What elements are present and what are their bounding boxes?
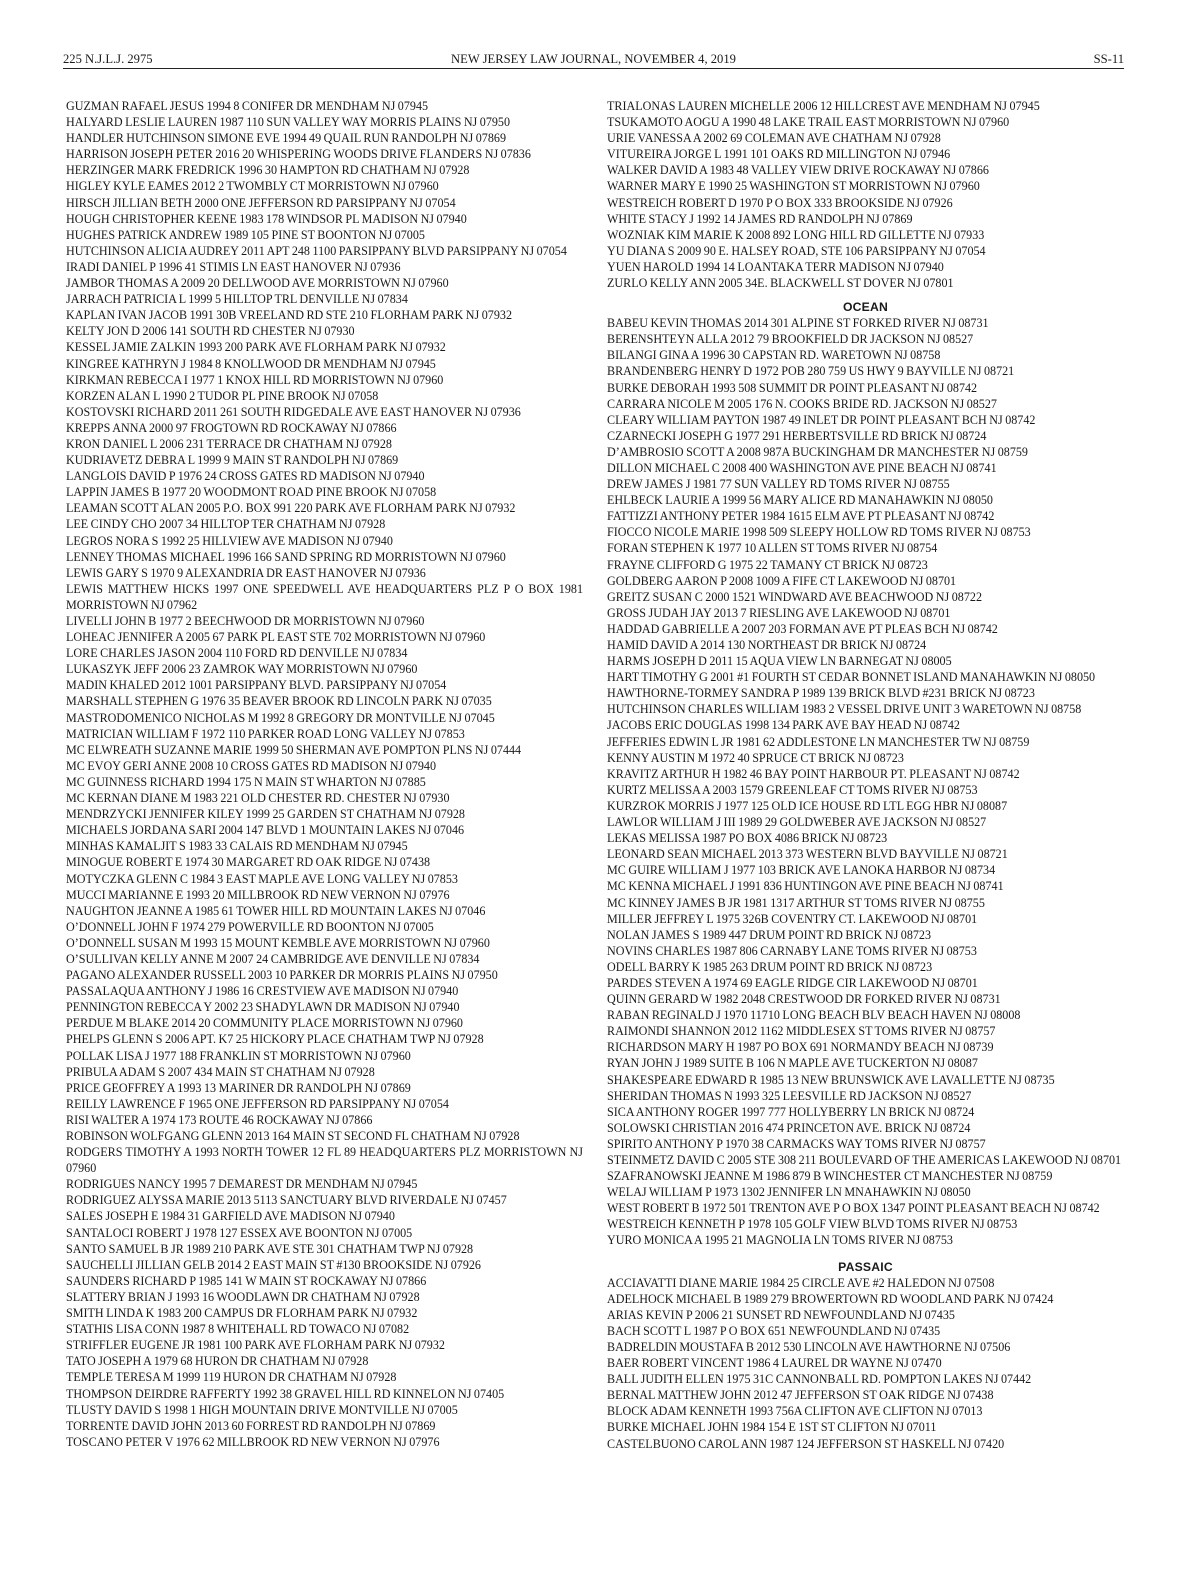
attorney-entry: NOVINS CHARLES 1987 806 CARNABY LANE TOMS RIVER NJ 08753 [607,943,977,958]
attorney-entry: CZARNECKI JOSEPH G 1977 291 HERBERTSVILLE RD BRICK NJ 08724 [607,428,987,443]
attorney-entry: LEAMAN SCOTT ALAN 2005 P.O. BOX 991 220 PARK AVE FLORHAM PARK NJ 07932 [66,501,516,516]
attorney-entry: LEGROS NORA S 1992 25 HILLVIEW AVE MADISON NJ 07940 [66,533,393,548]
attorney-entry: JACOBS ERIC DOUGLAS 1998 134 PARK AVE BAY HEAD NJ 08742 [607,718,960,733]
attorney-entry: WALKER DAVID A 1983 48 VALLEY VIEW DRIVE ROCKAWAY NJ 07866 [607,163,989,178]
attorney-entry: SZAFRANOWSKI JEANNE M 1986 879 B WINCHESTER CT MANCHESTER NJ 08759 [607,1169,1053,1184]
attorney-entry: CLEARY WILLIAM PAYTON 1987 49 INLET DR POINT PLEASANT BCH NJ 08742 [607,412,1036,427]
attorney-entry: PERDUE M BLAKE 2014 20 COMMUNITY PLACE MORRISTOWN NJ 07960 [66,1016,463,1031]
attorney-entry: LEONARD SEAN MICHAEL 2013 373 WESTERN BLVD BAYVILLE NJ 08721 [607,847,1008,862]
attorney-entry: LAPPIN JAMES B 1977 20 WOODMONT ROAD PINE BROOK NJ 07058 [66,485,437,500]
attorney-entry: MASTRODOMENICO NICHOLAS M 1992 8 GREGORY DR MONTVILLE NJ 07045 [66,710,495,725]
attorney-entry: MOTYCZKA GLENN C 1984 3 EAST MAPLE AVE LONG VALLEY NJ 07853 [66,871,458,886]
attorney-entry: MILLER JEFFREY L 1975 326B COVENTRY CT. LAKEWOOD NJ 08701 [607,911,978,926]
attorney-entry: WARNER MARY E 1990 25 WASHINGTON ST MORRISTOWN NJ 07960 [607,179,980,194]
attorney-entry: O’DONNELL JOHN F 1974 279 POWERVILLE RD BOONTON NJ 07005 [66,919,434,934]
attorney-entry: KURZROK MORRIS J 1977 125 OLD ICE HOUSE RD LTL EGG HBR NJ 08087 [607,798,1008,813]
attorney-entry: WESTREICH KENNETH P 1978 105 GOLF VIEW BLVD TOMS RIVER NJ 08753 [607,1217,1018,1232]
attorney-entry: NOLAN JAMES S 1989 447 DRUM POINT RD BRICK NJ 08723 [607,927,932,942]
attorney-entry: TSUKAMOTO AOGU A 1990 48 LAKE TRAIL EAST MORRISTOWN NJ 07960 [607,115,1010,130]
attorney-entry: MATRICIAN WILLIAM F 1972 110 PARKER ROAD LONG VALLEY NJ 07853 [66,726,465,741]
attorney-entry: HUTCHINSON ALICIA AUDREY 2011 APT 248 1100 PARSIPPANY BLVD PARSIPPANY NJ 07054 [66,243,567,258]
attorney-entry: FORAN STEPHEN K 1977 10 ALLEN ST TOMS RIVER NJ 08754 [607,541,938,556]
attorney-entry: LAWLOR WILLIAM J III 1989 29 GOLDWEBER AVE JACKSON NJ 08527 [607,815,987,830]
attorney-entry: BERNAL MATTHEW JOHN 2012 47 JEFFERSON ST OAK RIDGE NJ 07438 [607,1388,994,1403]
attorney-entry: HOUGH CHRISTOPHER KEENE 1983 178 WINDSOR PL MADISON NJ 07940 [66,211,467,226]
attorney-entry: ADELHOCK MICHAEL B 1989 279 BROWERTOWN RD WOODLAND PARK NJ 07424 [607,1291,1054,1306]
attorney-entry: FRAYNE CLIFFORD G 1975 22 TAMANY CT BRICK NJ 08723 [607,557,928,572]
attorney-entry: DILLON MICHAEL C 2008 400 WASHINGTON AVE PINE BEACH NJ 08741 [607,460,997,475]
right-column [607,98,1124,1452]
attorney-entry: SANTO SAMUEL B JR 1989 210 PARK AVE STE 301 CHATHAM TWP NJ 07928 [66,1241,474,1256]
attorney-entry: HALYARD LESLIE LAUREN 1987 110 SUN VALLEY WAY MORRIS PLAINS NJ 07950 [66,115,511,130]
attorney-entry: BLOCK ADAM KENNETH 1993 756A CLIFTON AVE CLIFTON NJ 07013 [607,1404,983,1419]
attorney-entry: ODELL BARRY K 1985 263 DRUM POINT RD BRICK NJ 08723 [607,959,933,974]
attorney-entry: SAUCHELLI JILLIAN GELB 2014 2 EAST MAIN ST #130 BROOKSIDE NJ 07926 [66,1257,481,1272]
attorney-entry: KUDRIAVETZ DEBRA L 1999 9 MAIN ST RANDOLPH NJ 07869 [66,453,399,468]
attorney-entry: THOMPSON DEIRDRE RAFFERTY 1992 38 GRAVEL HILL RD KINNELON NJ 07405 [66,1386,505,1401]
attorney-entry: BILANGI GINA A 1996 30 CAPSTAN RD. WARETOWN NJ 08758 [607,348,941,363]
attorney-entry: RODRIGUES NANCY 1995 7 DEMAREST DR MENDHAM NJ 07945 [66,1177,418,1192]
attorney-entry: KAPLAN IVAN JACOB 1991 30B VREELAND RD STE 210 FLORHAM PARK NJ 07932 [66,308,512,323]
attorney-entry: IRADI DANIEL P 1996 41 STIMIS LN EAST HANOVER NJ 07936 [66,259,401,274]
attorney-entry: MC GUINNESS RICHARD 1994 175 N MAIN ST WHARTON NJ 07885 [66,774,426,789]
attorney-entry: SLATTERY BRIAN J 1993 16 WOODLAWN DR CHATHAM NJ 07928 [66,1289,420,1304]
attorney-entry: MC EVOY GERI ANNE 2008 10 CROSS GATES RD MADISON NJ 07940 [66,758,436,773]
attorney-entry: SHAKESPEARE EDWARD R 1985 13 NEW BRUNSWICK AVE LAVALLETTE NJ 08735 [607,1072,1055,1087]
attorney-entry: O’SULLIVAN KELLY ANNE M 2007 24 CAMBRIDGE AVE DENVILLE NJ 07834 [66,951,480,966]
attorney-entry: BADRELDIN MOUSTAFA B 2012 530 LINCOLN AVE HAWTHORNE NJ 07506 [607,1339,1011,1354]
attorney-entry: KORZEN ALAN L 1990 2 TUDOR PL PINE BROOK NJ 07058 [66,388,379,403]
attorney-entry: KIRKMAN REBECCA I 1977 1 KNOX HILL RD MORRISTOWN NJ 07960 [66,372,444,387]
attorney-entry: BAER ROBERT VINCENT 1986 4 LAUREL DR WAYNE NJ 07470 [607,1356,942,1371]
attorney-entry: SALES JOSEPH E 1984 31 GARFIELD AVE MADISON NJ 07940 [66,1209,395,1224]
attorney-entry: SOLOWSKI CHRISTIAN 2016 474 PRINCETON AVE. BRICK NJ 08724 [607,1120,971,1135]
attorney-entry: RICHARDSON MARY H 1987 PO BOX 691 NORMANDY BEACH NJ 08739 [607,1040,994,1055]
morris-continued-list [607,98,1124,291]
attorney-entry: ARIAS KEVIN P 2006 21 SUNSET RD NEWFOUNDLAND NJ 07435 [607,1307,955,1322]
attorney-entry: RABAN REGINALD J 1970 11710 LONG BEACH BLV BEACH HAVEN NJ 08008 [607,1008,1021,1023]
attorney-entry: PHELPS GLENN S 2006 APT. K7 25 HICKORY PLACE CHATHAM TWP NJ 07928 [66,1032,484,1047]
attorney-entry: LEKAS MELISSA 1987 PO BOX 4086 BRICK NJ 08723 [607,831,888,846]
attorney-entry: MICHAELS JORDANA SARI 2004 147 BLVD 1 MOUNTAIN LAKES NJ 07046 [66,823,465,838]
attorney-entry: KRON DANIEL L 2006 231 TERRACE DR CHATHAM NJ 07928 [66,436,392,451]
attorney-entry: PENNINGTON REBECCA Y 2002 23 SHADYLAWN DR MADISON NJ 07940 [66,1000,460,1015]
attorney-entry: D’AMBROSIO SCOTT A 2008 987A BUCKINGHAM DR MANCHESTER NJ 08759 [607,444,1028,459]
attorney-entry: HERZINGER MARK FREDRICK 1996 30 HAMPTON RD CHATHAM NJ 07928 [66,163,470,178]
attorney-entry: HAMID DAVID A 2014 130 NORTHEAST DR BRICK NJ 08724 [607,638,927,652]
attorney-entry: VITUREIRA JORGE L 1991 101 OAKS RD MILLINGTON NJ 07946 [607,147,951,162]
attorney-entry: PASSALAQUA ANTHONY J 1986 16 CRESTVIEW AVE MADISON NJ 07940 [66,984,459,999]
attorney-entry: WELAJ WILLIAM P 1973 1302 JENNIFER LN MNAHAWKIN NJ 08050 [607,1185,971,1200]
left-column [66,98,583,1450]
attorney-entry: KELTY JON D 2006 141 SOUTH RD CHESTER NJ 07930 [66,324,355,339]
attorney-entry: KRAVITZ ARTHUR H 1982 46 BAY POINT HARBOUR PT. PLEASANT NJ 08742 [607,766,1020,781]
attorney-entry: PAGANO ALEXANDER RUSSELL 2003 10 PARKER DR MORRIS PLAINS NJ 07950 [66,968,498,983]
section-heading-passaic: PASSAIC [838,1259,893,1274]
attorney-entry: CASTELBUONO CAROL ANN 1987 124 JEFFERSON ST HASKELL NJ 07420 [607,1436,1005,1451]
attorney-entry: QUINN GERARD W 1982 2048 CRESTWOOD DR FORKED RIVER NJ 08731 [607,992,1001,1007]
attorney-entry: ROBINSON WOLFGANG GLENN 2013 164 MAIN ST SECOND FL CHATHAM NJ 07928 [66,1129,520,1143]
attorney-entry: HART TIMOTHY G 2001 #1 FOURTH ST CEDAR BONNET ISLAND MANAHAWKIN NJ 08050 [607,670,1096,685]
attorney-entry: SPIRITO ANTHONY P 1970 38 CARMACKS WAY TOMS RIVER NJ 08757 [607,1136,986,1151]
attorney-entry: URIE VANESSA A 2002 69 COLEMAN AVE CHATHAM NJ 07928 [607,131,941,146]
attorney-entry: DREW JAMES J 1981 77 SUN VALLEY RD TOMS RIVER NJ 08755 [607,477,950,492]
attorney-entry: TLUSTY DAVID S 1998 1 HIGH MOUNTAIN DRIVE MONTVILLE NJ 07005 [66,1402,458,1417]
attorney-entry: BURKE MICHAEL JOHN 1984 154 E 1ST ST CLIFTON NJ 07011 [607,1420,937,1435]
attorney-entry: LORE CHARLES JASON 2004 110 FORD RD DENVILLE NJ 07834 [66,646,408,661]
attorney-entry: FIOCCO NICOLE MARIE 1998 509 SLEEPY HOLLOW RD TOMS RIVER NJ 08753 [607,525,1031,540]
passaic-list [607,1275,1124,1452]
attorney-entry: LUKASZYK JEFF 2006 23 ZAMROK WAY MORRISTOWN NJ 07960 [66,662,418,677]
attorney-entry: HUGHES PATRICK ANDREW 1989 105 PINE ST BOONTON NJ 07005 [66,227,425,242]
attorney-entry: O’DONNELL SUSAN M 1993 15 MOUNT KEMBLE AVE MORRISTOWN NJ 07960 [66,935,490,950]
attorney-entry: MC KENNA MICHAEL J 1991 836 HUNTINGON AVE PINE BEACH NJ 08741 [607,879,1004,894]
attorney-entry: HIRSCH JILLIAN BETH 2000 ONE JEFFERSON RD PARSIPPANY NJ 07054 [66,195,456,210]
attorney-entry: MINOGUE ROBERT E 1974 30 MARGARET RD OAK RIDGE NJ 07438 [66,855,431,870]
attorney-entry: MC GUIRE WILLIAM J 1977 103 BRICK AVE LANOKA HARBOR NJ 08734 [607,863,996,878]
page-number: SS-11 [1093,52,1124,66]
attorney-entry: PRIBULA ADAM S 2007 434 MAIN ST CHATHAM NJ 07928 [66,1064,375,1079]
attorney-entry: YUEN HAROLD 1994 14 LOANTAKA TERR MADISON NJ 07940 [607,259,944,274]
attorney-entry: MC ELWREATH SUZANNE MARIE 1999 50 SHERMAN AVE POMPTON PLNS NJ 07444 [66,742,522,757]
attorney-entry: BURKE DEBORAH 1993 508 SUMMIT DR POINT PLEASANT NJ 08742 [607,380,978,395]
attorney-entry: HAWTHORNE-TORMEY SANDRA P 1989 139 BRICK BLVD #231 BRICK NJ 08723 [607,686,1035,701]
attorney-entry: RISI WALTER A 1974 173 ROUTE 46 ROCKAWAY NJ 07866 [66,1112,373,1127]
attorney-entry: LEE CINDY CHO 2007 34 HILLTOP TER CHATHAM NJ 07928 [66,517,386,532]
attorney-entry: WESTREICH ROBERT D 1970 P O BOX 333 BROOKSIDE NJ 07926 [607,195,953,210]
ocean-list [607,315,1124,1248]
attorney-entry: JARRACH PATRICIA L 1999 5 HILLTOP TRL DENVILLE NJ 07834 [66,292,408,307]
attorney-entry: SANTALOCI ROBERT J 1978 127 ESSEX AVE BOONTON NJ 07005 [66,1225,413,1240]
attorney-entry: LANGLOIS DAVID P 1976 24 CROSS GATES RD MADISON NJ 07940 [66,469,425,484]
attorney-entry: JAMBOR THOMAS A 2009 20 DELLWOOD AVE MORRISTOWN NJ 07960 [66,276,449,291]
attorney-entry: CARRARA NICOLE M 2005 176 N. COOKS BRIDE RD. JACKSON NJ 08527 [607,396,997,411]
page-header [63,52,1124,68]
attorney-entry: LEWIS MATTHEW HICKS 1997 ONE SPEEDWELL AVE HEADQUARTERS PLZ P O BOX 1981 MORRISTOWN NJ 07962 [66,581,583,612]
attorney-entry: WEST ROBERT B 1972 501 TRENTON AVE P O BOX 1347 POINT PLEASANT BEACH NJ 08742 [607,1201,1100,1216]
attorney-entry: TEMPLE TERESA M 1999 119 HURON DR CHATHAM NJ 07928 [66,1370,397,1385]
attorney-entry: HUTCHINSON CHARLES WILLIAM 1983 2 VESSEL DRIVE UNIT 3 WARETOWN NJ 08758 [607,702,1082,717]
attorney-entry: YURO MONICA A 1995 21 MAGNOLIA LN TOMS RIVER NJ 08753 [607,1233,953,1248]
section-heading-ocean: OCEAN [842,300,888,315]
attorney-entry: BABEU KEVIN THOMAS 2014 301 ALPINE ST FORKED RIVER NJ 08731 [607,316,989,331]
attorney-entry: LEWIS GARY S 1970 9 ALEXANDRIA DR EAST HANOVER NJ 07936 [66,565,426,580]
attorney-entry: MC KERNAN DIANE M 1983 221 OLD CHESTER RD. CHESTER NJ 07930 [66,791,450,806]
attorney-entry: JEFFERIES EDWIN L JR 1981 62 ADDLESTONE LN MANCHESTER TW NJ 08759 [607,734,1030,749]
attorney-entry: SAUNDERS RICHARD P 1985 141 W MAIN ST ROCKAWAY NJ 07866 [66,1273,427,1288]
publication-title: NEW JERSEY LAW JOURNAL, NOVEMBER 4, 2019 [451,52,736,66]
attorney-entry: TATO JOSEPH A 1979 68 HURON DR CHATHAM NJ 07928 [66,1354,369,1369]
attorney-entry: NAUGHTON JEANNE A 1985 61 TOWER HILL RD MOUNTAIN LAKES NJ 07046 [66,903,486,918]
volume-citation: 225 N.J.L.J. 2975 [63,52,153,66]
attorney-entry: SMITH LINDA K 1983 200 CAMPUS DR FLORHAM PARK NJ 07932 [66,1306,418,1321]
attorney-entry: SHERIDAN THOMAS N 1993 325 LEESVILLE RD JACKSON NJ 08527 [607,1088,972,1103]
attorney-entry: KINGREE KATHRYN J 1984 8 KNOLLWOOD DR MENDHAM NJ 07945 [66,356,436,371]
attorney-entry: REILLY LAWRENCE F 1965 ONE JEFFERSON RD PARSIPPANY NJ 07054 [66,1096,449,1111]
attorney-entry: PRICE GEOFFREY A 1993 13 MARINER DR RANDOLPH NJ 07869 [66,1080,411,1095]
attorney-entry: EHLBECK LAURIE A 1999 56 MARY ALICE RD MANAHAWKIN NJ 08050 [607,493,993,508]
attorney-entry: MUCCI MARIANNE E 1993 20 MILLBROOK RD NEW VERNON NJ 07976 [66,887,450,902]
attorney-entry: FATTIZZI ANTHONY PETER 1984 1615 ELM AVE PT PLEASANT NJ 08742 [607,509,995,524]
attorney-entry: KESSEL JAMIE ZALKIN 1993 200 PARK AVE FLORHAM PARK NJ 07932 [66,340,446,355]
attorney-entry: LIVELLI JOHN B 1977 2 BEECHWOOD DR MORRISTOWN NJ 07960 [66,614,425,628]
attorney-entry: RYAN JOHN J 1989 SUITE B 106 N MAPLE AVE TUCKERTON NJ 08087 [607,1056,978,1071]
attorney-entry: LENNEY THOMAS MICHAEL 1996 166 SAND SPRING RD MORRISTOWN NJ 07960 [66,549,506,564]
attorney-entry: WOZNIAK KIM MARIE K 2008 892 LONG HILL RD GILLETTE NJ 07933 [607,227,985,242]
attorney-entry: PARDES STEVEN A 1974 69 EAGLE RIDGE CIR LAKEWOOD NJ 08701 [607,975,978,990]
attorney-entry: MINHAS KAMALJIT S 1983 33 CALAIS RD MENDHAM NJ 07945 [66,839,408,854]
attorney-entry: BRANDENBERG HENRY D 1972 POB 280 759 US HWY 9 BAYVILLE NJ 08721 [607,364,1015,379]
attorney-entry: MARSHALL STEPHEN G 1976 35 BEAVER BROOK RD LINCOLN PARK NJ 07035 [66,694,492,709]
attorney-entry: MADIN KHALED 2012 1001 PARSIPPANY BLVD. PARSIPPANY NJ 07054 [66,678,447,693]
attorney-entry: RODGERS TIMOTHY A 1993 NORTH TOWER 12 FL 89 HEADQUARTERS PLZ MORRISTOWN NJ 07960 [66,1145,583,1176]
attorney-entry: STATHIS LISA CONN 1987 8 WHITEHALL RD TOWACO NJ 07082 [66,1322,410,1337]
attorney-entry: STEINMETZ DAVID C 2005 STE 308 211 BOULEVARD OF THE AMERICAS LAKEWOOD NJ 08701 [607,1153,1122,1167]
attorney-entry: HARRISON JOSEPH PETER 2016 20 WHISPERING WOODS DRIVE FLANDERS NJ 07836 [66,147,531,162]
attorney-entry: GUZMAN RAFAEL JESUS 1994 8 CONIFER DR MENDHAM NJ 07945 [66,99,429,113]
attorney-entry: BALL JUDITH ELLEN 1975 31C CANNONBALL RD. POMPTON LAKES NJ 07442 [607,1372,1032,1387]
header-rule [63,68,1124,69]
attorney-entry: ZURLO KELLY ANN 2005 34E. BLACKWELL ST DOVER NJ 07801 [607,276,954,291]
attorney-entry: TRIALONAS LAUREN MICHELLE 2006 12 HILLCREST AVE MENDHAM NJ 07945 [607,99,1040,113]
attorney-entry: KENNY AUSTIN M 1972 40 SPRUCE CT BRICK NJ 08723 [607,750,904,765]
attorney-entry: ACCIAVATTI DIANE MARIE 1984 25 CIRCLE AVE #2 HALEDON NJ 07508 [607,1275,995,1290]
attorney-entry: TORRENTE DAVID JOHN 2013 60 FORREST RD RANDOLPH NJ 07869 [66,1418,436,1433]
attorney-entry: SICA ANTHONY ROGER 1997 777 HOLLYBERRY LN BRICK NJ 08724 [607,1104,975,1119]
attorney-entry: HIGLEY KYLE EAMES 2012 2 TWOMBLY CT MORRISTOWN NJ 07960 [66,179,439,194]
attorney-entry: KURTZ MELISSA A 2003 1579 GREENLEAF CT TOMS RIVER NJ 08753 [607,782,978,797]
attorney-entry: WHITE STACY J 1992 14 JAMES RD RANDOLPH NJ 07869 [607,211,913,226]
attorney-entry: BACH SCOTT L 1987 P O BOX 651 NEWFOUNDLAND NJ 07435 [607,1323,941,1338]
attorney-entry: TOSCANO PETER V 1976 62 MILLBROOK RD NEW VERNON NJ 07976 [66,1434,440,1449]
attorney-entry: HADDAD GABRIELLE A 2007 203 FORMAN AVE PT PLEAS BCH NJ 08742 [607,621,998,636]
attorney-entry: POLLAK LISA J 1977 188 FRANKLIN ST MORRISTOWN NJ 07960 [66,1048,411,1063]
attorney-entry: YU DIANA S 2009 90 E. HALSEY ROAD, STE 106 PARSIPPANY NJ 07054 [607,243,986,258]
attorney-entry: RODRIGUEZ ALYSSA MARIE 2013 5113 SANCTUARY BLVD RIVERDALE NJ 07457 [66,1193,507,1208]
attorney-entry: KREPPS ANNA 2000 97 FROGTOWN RD ROCKAWAY NJ 07866 [66,420,397,435]
attorney-entry: GREITZ SUSAN C 2000 1521 WINDWARD AVE BEACHWOOD NJ 08722 [607,589,982,604]
attorney-entry: MC KINNEY JAMES B JR 1981 1317 ARTHUR ST TOMS RIVER NJ 08755 [607,895,985,910]
attorney-entry: BERENSHTEYN ALLA 2012 79 BROOKFIELD DR JACKSON NJ 08527 [607,332,974,347]
attorney-entry: GROSS JUDAH JAY 2013 7 RIESLING AVE LAKEWOOD NJ 08701 [607,605,951,620]
attorney-entry: STRIFFLER EUGENE JR 1981 100 PARK AVE FLORHAM PARK NJ 07932 [66,1338,445,1353]
attorney-entry: RAIMONDI SHANNON 2012 1162 MIDDLESEX ST TOMS RIVER NJ 08757 [607,1024,996,1039]
attorney-entry: MENDRZYCKI JENNIFER KILEY 1999 25 GARDEN ST CHATHAM NJ 07928 [66,807,465,822]
attorney-entry: HARMS JOSEPH D 2011 15 AQUA VIEW LN BARNEGAT NJ 08005 [607,654,952,669]
attorney-entry: HANDLER HUTCHINSON SIMONE EVE 1994 49 QUAIL RUN RANDOLPH NJ 07869 [66,131,506,146]
attorney-entry: GOLDBERG AARON P 2008 1009 A FIFE CT LAKEWOOD NJ 08701 [607,573,957,588]
attorney-entry: KOSTOVSKI RICHARD 2011 261 SOUTH RIDGEDALE AVE EAST HANOVER NJ 07936 [66,404,521,419]
attorney-entry: LOHEAC JENNIFER A 2005 67 PARK PL EAST STE 702 MORRISTOWN NJ 07960 [66,630,486,645]
